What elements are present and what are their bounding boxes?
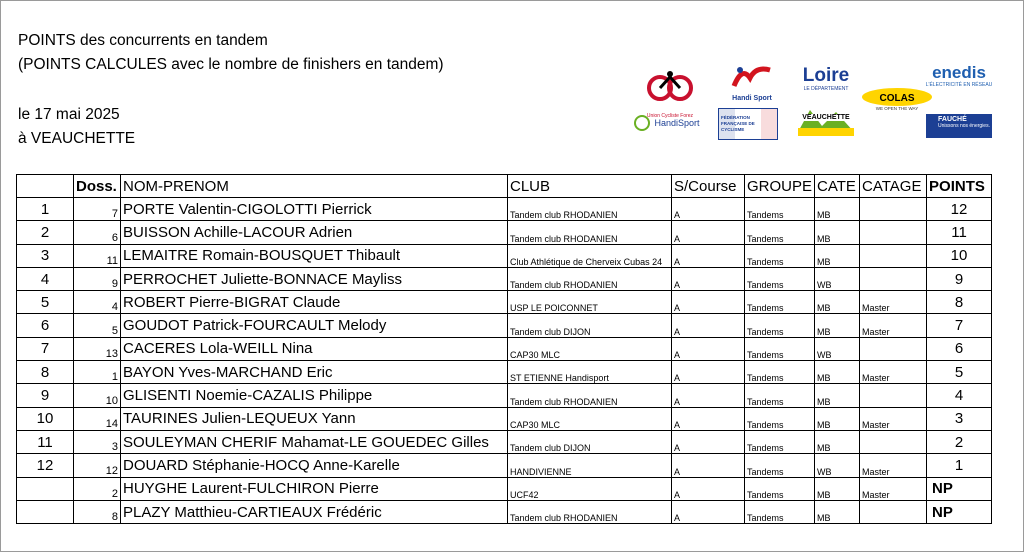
cate-cell: MB xyxy=(815,430,860,453)
groupe-cell: Tandems xyxy=(745,500,815,523)
points-cell: 1 xyxy=(927,454,992,477)
cate-cell: MB xyxy=(815,477,860,500)
catage-cell: Master xyxy=(860,407,927,430)
catage-cell xyxy=(860,337,927,360)
cate-cell: WB xyxy=(815,454,860,477)
groupe-cell: Tandems xyxy=(745,361,815,384)
table-body xyxy=(17,198,992,524)
table-row xyxy=(17,361,992,384)
rank-cell: 10 xyxy=(17,407,74,430)
table-row xyxy=(17,384,992,407)
catage-cell xyxy=(860,198,927,221)
rank-cell: 8 xyxy=(17,361,74,384)
doss-cell: 4 xyxy=(74,291,121,314)
name-cell: GLISENTI Noemie-CAZALIS Philippe xyxy=(121,384,508,407)
groupe-cell: Tandems xyxy=(745,221,815,244)
cate-cell: MB xyxy=(815,407,860,430)
scourse-cell: A xyxy=(672,198,745,221)
points-cell: 6 xyxy=(927,337,992,360)
handisport-logo: Handi Sport xyxy=(730,64,774,106)
header-catage: CATAGE xyxy=(860,175,927,198)
doss-cell: 12 xyxy=(74,454,121,477)
doss-cell: 11 xyxy=(74,244,121,267)
cate-cell: WB xyxy=(815,337,860,360)
rank-cell: 1 xyxy=(17,198,74,221)
scourse-cell: A xyxy=(672,477,745,500)
table-row xyxy=(17,477,992,500)
table-row xyxy=(17,198,992,221)
scourse-cell: A xyxy=(672,267,745,290)
table-row xyxy=(17,244,992,267)
scourse-cell: A xyxy=(672,314,745,337)
groupe-cell: Tandems xyxy=(745,291,815,314)
rank-cell: 3 xyxy=(17,244,74,267)
scourse-cell: A xyxy=(672,407,745,430)
title-line-2: (POINTS CALCULES avec le nombre de finishers en tandem) xyxy=(18,56,444,73)
header-name: NOM-PRENOM xyxy=(121,175,508,198)
points-cell: 2 xyxy=(927,430,992,453)
points-cell: NP xyxy=(927,477,992,500)
catage-cell xyxy=(860,384,927,407)
table-row xyxy=(17,407,992,430)
title-line-1: POINTS des concurrents en tandem xyxy=(18,32,268,49)
name-cell: BUISSON Achille-LACOUR Adrien xyxy=(121,221,508,244)
table-row xyxy=(17,221,992,244)
points-cell: 9 xyxy=(927,267,992,290)
table-row xyxy=(17,454,992,477)
club-cell: Tandem club DIJON xyxy=(508,314,672,337)
club-cell: Tandem club RHODANIEN xyxy=(508,198,672,221)
points-cell: 8 xyxy=(927,291,992,314)
rank-cell: 6 xyxy=(17,314,74,337)
table-row xyxy=(17,500,992,523)
doss-cell: 7 xyxy=(74,198,121,221)
doss-cell: 2 xyxy=(74,477,121,500)
rank-cell: 7 xyxy=(17,337,74,360)
scourse-cell: A xyxy=(672,221,745,244)
catage-cell: Master xyxy=(860,454,927,477)
table-row xyxy=(17,314,992,337)
name-cell: PERROCHET Juliette-BONNACE Mayliss xyxy=(121,267,508,290)
scourse-cell: A xyxy=(672,500,745,523)
doss-cell: 6 xyxy=(74,221,121,244)
scourse-cell: A xyxy=(672,430,745,453)
cate-cell: MB xyxy=(815,361,860,384)
name-cell: CACERES Lola-WEILL Nina xyxy=(121,337,508,360)
doss-cell: 13 xyxy=(74,337,121,360)
cate-cell: MB xyxy=(815,221,860,244)
header-club: CLUB xyxy=(508,175,672,198)
event-location: à VEAUCHETTE xyxy=(18,130,136,147)
catage-cell xyxy=(860,267,927,290)
table-row xyxy=(17,337,992,360)
scourse-cell: A xyxy=(672,291,745,314)
groupe-cell: Tandems xyxy=(745,454,815,477)
points-cell: 12 xyxy=(927,198,992,221)
club-cell: HANDIVIENNE xyxy=(508,454,672,477)
results-table xyxy=(16,174,992,524)
points-cell: 3 xyxy=(927,407,992,430)
groupe-cell: Tandems xyxy=(745,198,815,221)
name-cell: PORTE Valentin-CIGOLOTTI Pierrick xyxy=(121,198,508,221)
club-cell: Tandem club RHODANIEN xyxy=(508,384,672,407)
club-cell: CAP30 MLC xyxy=(508,407,672,430)
table-header-row xyxy=(17,175,992,198)
club-cell: Club Athlétique de Cherveix Cubas 24 xyxy=(508,244,672,267)
points-cell: 4 xyxy=(927,384,992,407)
ucf-logo: Union Cycliste Forez xyxy=(642,68,698,114)
cate-cell: MB xyxy=(815,500,860,523)
name-cell: DOUARD Stéphanie-HOCQ Anne-Karelle xyxy=(121,454,508,477)
handisport-bottom-logo: HandiSport xyxy=(634,114,704,134)
name-cell: HUYGHE Laurent-FULCHIRON Pierre xyxy=(121,477,508,500)
table-row xyxy=(17,430,992,453)
groupe-cell: Tandems xyxy=(745,430,815,453)
club-cell: Tandem club RHODANIEN xyxy=(508,221,672,244)
catage-cell: Master xyxy=(860,291,927,314)
groupe-cell: Tandems xyxy=(745,337,815,360)
groupe-cell: Tandems xyxy=(745,314,815,337)
catage-cell: Master xyxy=(860,314,927,337)
doss-cell: 5 xyxy=(74,314,121,337)
header-groupe: GROUPE xyxy=(745,175,815,198)
catage-cell xyxy=(860,430,927,453)
table-row xyxy=(17,291,992,314)
rank-cell: 12 xyxy=(17,454,74,477)
doss-cell: 8 xyxy=(74,500,121,523)
doss-cell: 10 xyxy=(74,384,121,407)
club-cell: CAP30 MLC xyxy=(508,337,672,360)
rank-cell: 5 xyxy=(17,291,74,314)
groupe-cell: Tandems xyxy=(745,407,815,430)
header-scourse: S/Course xyxy=(672,175,745,198)
rank-cell xyxy=(17,500,74,523)
name-cell: LEMAITRE Romain-BOUSQUET Thibault xyxy=(121,244,508,267)
points-cell: 5 xyxy=(927,361,992,384)
cate-cell: MB xyxy=(815,314,860,337)
doss-cell: 1 xyxy=(74,361,121,384)
club-cell: Tandem club RHODANIEN xyxy=(508,500,672,523)
event-date: le 17 mai 2025 xyxy=(18,106,120,123)
scourse-cell: A xyxy=(672,454,745,477)
cate-cell: MB xyxy=(815,291,860,314)
rank-cell: 11 xyxy=(17,430,74,453)
name-cell: GOUDOT Patrick-FOURCAULT Melody xyxy=(121,314,508,337)
cate-cell: WB xyxy=(815,267,860,290)
colas-logo: COLAS WE OPEN THE WAY xyxy=(862,88,932,118)
name-cell: BAYON Yves-MARCHAND Eric xyxy=(121,361,508,384)
points-cell: 11 xyxy=(927,221,992,244)
points-cell: 7 xyxy=(927,314,992,337)
catage-cell xyxy=(860,221,927,244)
scourse-cell: A xyxy=(672,384,745,407)
rank-cell: 4 xyxy=(17,267,74,290)
rank-cell: 2 xyxy=(17,221,74,244)
catage-cell: Master xyxy=(860,361,927,384)
loire-logo: Loire LE DÉPARTEMENT xyxy=(802,65,850,92)
cate-cell: MB xyxy=(815,384,860,407)
header-points: POINTS xyxy=(927,175,992,198)
rank-cell: 9 xyxy=(17,384,74,407)
points-cell: NP xyxy=(927,500,992,523)
doss-cell: 14 xyxy=(74,407,121,430)
name-cell: SOULEYMAN CHERIF Mahamat-LE GOUEDEC Gilles xyxy=(121,430,508,453)
sponsor-logos xyxy=(630,60,1000,142)
club-cell: UCF42 xyxy=(508,477,672,500)
club-cell: USP LE POICONNET xyxy=(508,291,672,314)
ffc-logo: FÉDÉRATION FRANÇAISE DE CYCLISME xyxy=(718,108,778,140)
scourse-cell: A xyxy=(672,337,745,360)
catage-cell xyxy=(860,500,927,523)
table-row xyxy=(17,267,992,290)
doss-cell: 9 xyxy=(74,267,121,290)
header-cate: CATE xyxy=(815,175,860,198)
name-cell: ROBERT Pierre-BIGRAT Claude xyxy=(121,291,508,314)
groupe-cell: Tandems xyxy=(745,477,815,500)
cate-cell: MB xyxy=(815,244,860,267)
catage-cell: Master xyxy=(860,477,927,500)
scourse-cell: A xyxy=(672,361,745,384)
name-cell: TAURINES Julien-LEQUEUX Yann xyxy=(121,407,508,430)
scourse-cell: A xyxy=(672,244,745,267)
doss-cell: 3 xyxy=(74,430,121,453)
club-cell: Tandem club RHODANIEN xyxy=(508,267,672,290)
groupe-cell: Tandems xyxy=(745,267,815,290)
cate-cell: MB xyxy=(815,198,860,221)
club-cell: ST ETIENNE Handisport xyxy=(508,361,672,384)
name-cell: PLAZY Matthieu-CARTIEAUX Frédéric xyxy=(121,500,508,523)
catage-cell xyxy=(860,244,927,267)
groupe-cell: Tandems xyxy=(745,244,815,267)
enedis-logo: enedis L'ÉLECTRICITÉ EN RÉSEAU xyxy=(925,63,993,88)
veauchette-logo: VEAUCHETTE xyxy=(796,102,856,138)
header-rank xyxy=(17,175,74,198)
club-cell: Tandem club DIJON xyxy=(508,430,672,453)
groupe-cell: Tandems xyxy=(745,384,815,407)
rank-cell xyxy=(17,477,74,500)
points-cell: 10 xyxy=(927,244,992,267)
header-doss: Doss. xyxy=(74,175,121,198)
fauche-logo: FAUCHÉ Unissons nos énergies. xyxy=(926,114,992,138)
